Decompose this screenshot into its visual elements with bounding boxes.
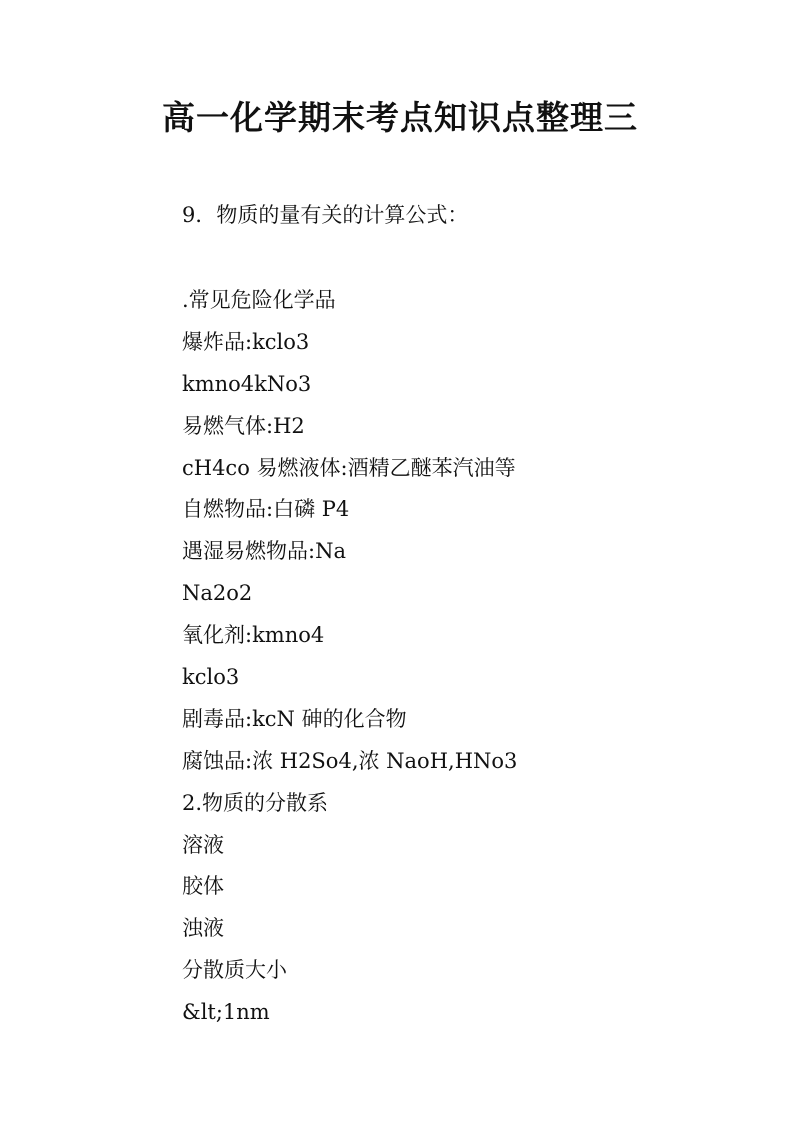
text-line: 自燃物品:白磷 P4 (182, 497, 350, 522)
text-line: 分散质大小 (182, 958, 287, 983)
content-lines (182, 282, 517, 1036)
text-line: 胶体 (182, 874, 224, 899)
text-line: Na2o2 (182, 581, 253, 606)
text-line: .常见危险化学品 (182, 288, 336, 312)
text-line: 2.物质的分散系 (182, 790, 329, 815)
text-line: 易燃气体:H2 (182, 413, 305, 438)
text-line: 浊液 (182, 916, 224, 941)
text-line: 剧毒品:kcN 砷的化合物 (182, 706, 407, 731)
text-line: 溶液 (182, 832, 224, 857)
text-line: 腐蚀品:浓 H2So4,浓 NaoH,HNo3 (182, 748, 518, 773)
text-line: 爆炸品:kclo3 (182, 329, 310, 354)
text-line: kclo3 (182, 665, 240, 690)
section-heading: 9．物质的量有关的计算公式： (182, 203, 469, 227)
text-line: kmno4kNo3 (182, 371, 312, 396)
text-line: cH4co 易燃液体:酒精乙醚苯汽油等 (182, 455, 516, 480)
text-line: &lt;1nm (182, 1000, 270, 1025)
text-line: 遇湿易燃物品:Na (182, 539, 346, 564)
document-title: 高一化学期末考点知识点整理三 (162, 98, 638, 137)
text-line: 氧化剂:kmno4 (182, 623, 325, 648)
